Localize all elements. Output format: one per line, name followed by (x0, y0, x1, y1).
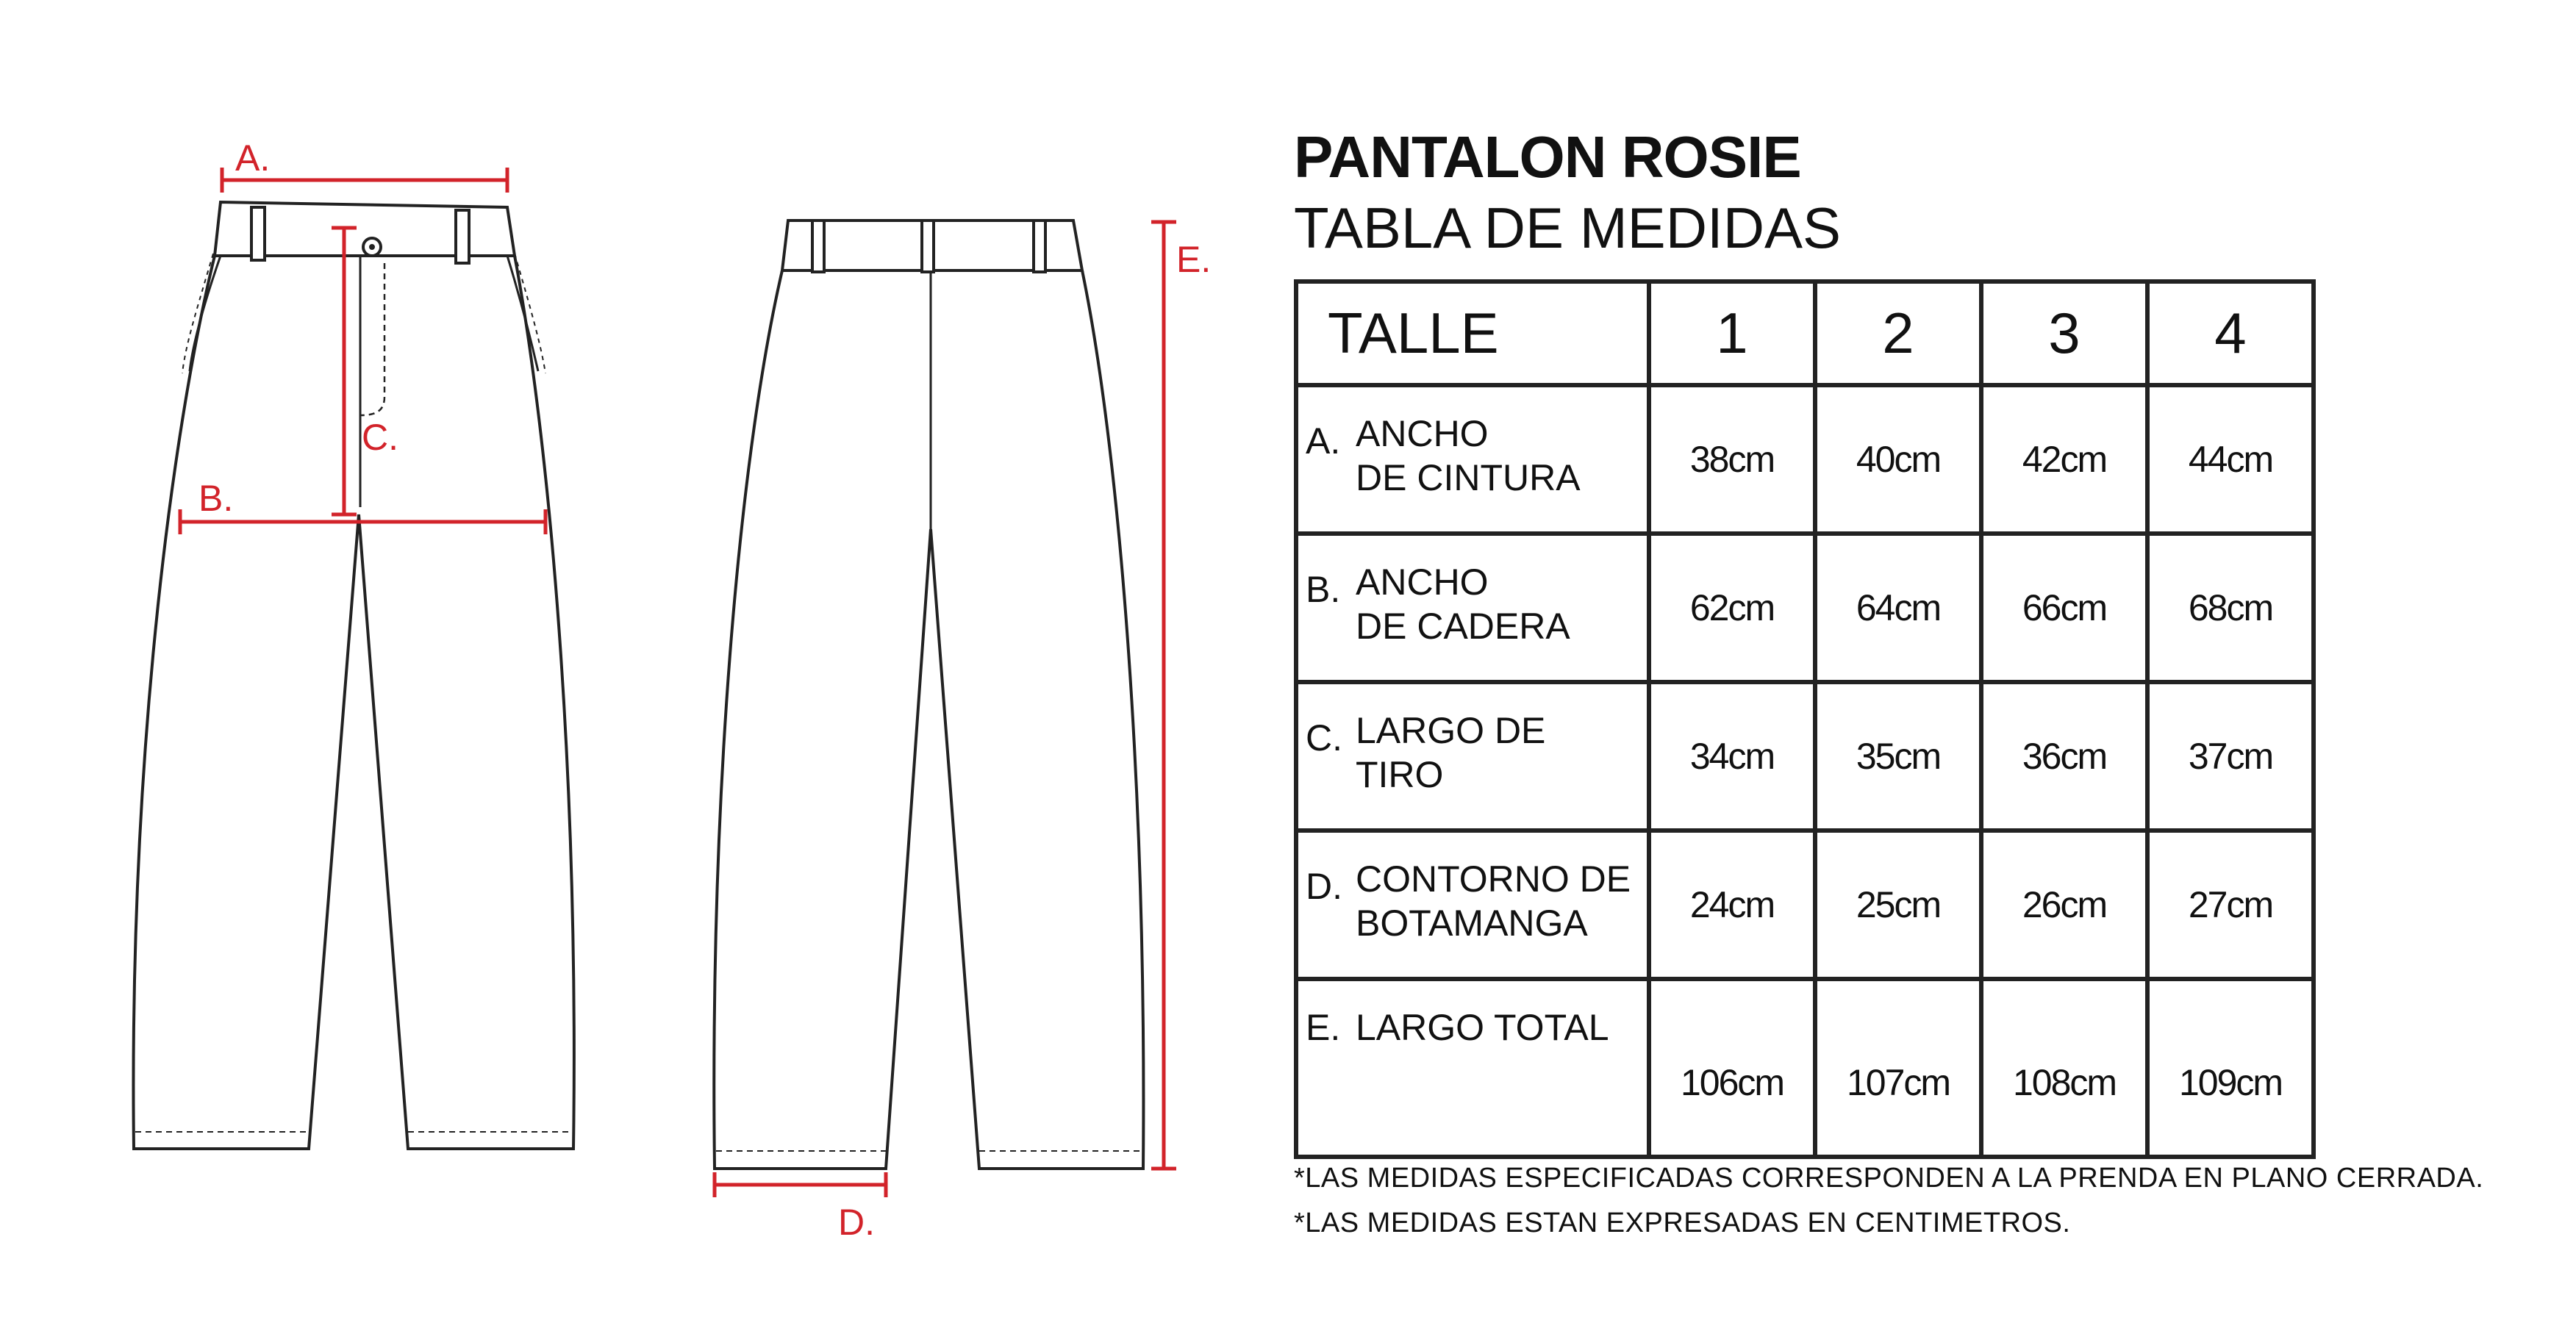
table-row (1296, 534, 2314, 682)
measurement-name: LARGO DE (1356, 710, 1546, 751)
measurement-label-cell (1296, 534, 1649, 682)
size-column-header: TALLE (1296, 281, 1649, 385)
measurement-value: 25cm (1815, 831, 1981, 979)
note-units: *LAS MEDIDAS ESTAN EXPRESADAS EN CENTIMETROS. (1294, 1208, 2071, 1238)
measurement-name: LARGO TOTAL (1356, 1007, 1609, 1048)
measurement-name-continued: DE CADERA (1356, 606, 1570, 647)
measurement-name: CONTORNO DE (1356, 858, 1631, 900)
dimension-label-e: E. (1176, 239, 1212, 280)
dimension-lines (180, 168, 1176, 1197)
size-header: 4 (2147, 281, 2314, 385)
measurement-value: 106cm (1649, 979, 1815, 1157)
measurement-letter: B. (1306, 569, 1341, 610)
measurement-name: ANCHO (1356, 413, 1489, 454)
measurement-value: 44cm (2147, 385, 2314, 534)
measurement-value: 64cm (1815, 534, 1981, 682)
dimension-label-b: B. (198, 478, 234, 519)
size-header: 2 (1815, 281, 1981, 385)
measurement-value: 66cm (1981, 534, 2147, 682)
size-header-row (1296, 281, 2314, 385)
dimension-label-d: D. (838, 1202, 875, 1243)
dimension-label-c: C. (362, 417, 398, 458)
table-row (1296, 979, 2314, 1157)
measurement-value: 107cm (1815, 979, 1981, 1157)
table-row (1296, 385, 2314, 534)
table-row (1296, 682, 2314, 831)
measurement-value: 109cm (2147, 979, 2314, 1157)
measurement-label-cell (1296, 979, 1649, 1157)
size-header: 3 (1981, 281, 2147, 385)
size-chart-subtitle: TABLA DE MEDIDAS (1294, 196, 1842, 260)
product-title: PANTALON ROSIE (1294, 124, 1801, 190)
measurement-value: 68cm (2147, 534, 2314, 682)
dimension-label-a: A. (235, 137, 271, 179)
measurement-value: 38cm (1649, 385, 1815, 534)
measurement-value: 34cm (1649, 682, 1815, 831)
front-view-pants (133, 202, 573, 1149)
measurement-name-continued: DE CINTURA (1356, 457, 1581, 498)
measurement-value: 35cm (1815, 682, 1981, 831)
size-header: 1 (1649, 281, 1815, 385)
measurement-value: 37cm (2147, 682, 2314, 831)
measurement-letter: A. (1306, 420, 1341, 462)
measurement-label-cell (1296, 831, 1649, 979)
measurement-value: 62cm (1649, 534, 1815, 682)
measurement-label-cell (1296, 385, 1649, 534)
measurement-value: 36cm (1981, 682, 2147, 831)
measurement-letter: C. (1306, 717, 1342, 758)
measurement-name-continued: BOTAMANGA (1356, 903, 1588, 944)
measurement-value: 108cm (1981, 979, 2147, 1157)
measurement-name-continued: TIRO (1356, 754, 1444, 795)
measurement-name: ANCHO (1356, 562, 1489, 603)
measurement-value: 24cm (1649, 831, 1815, 979)
note-flat-measurement: *LAS MEDIDAS ESPECIFICADAS CORRESPONDEN A LA PRENDA EN PLANO CERRADA. (1294, 1163, 2484, 1194)
measurement-value: 40cm (1815, 385, 1981, 534)
measurement-letter: E. (1306, 1007, 1341, 1048)
table-row (1296, 831, 2314, 979)
size-chart-table (1294, 279, 2316, 1159)
measurement-value: 42cm (1981, 385, 2147, 534)
measurement-letter: D. (1306, 866, 1342, 907)
pants-technical-drawing (0, 0, 1250, 1320)
measurement-value: 26cm (1981, 831, 2147, 979)
measurement-value: 27cm (2147, 831, 2314, 979)
back-view-pants (714, 220, 1143, 1169)
measurement-label-cell (1296, 682, 1649, 831)
